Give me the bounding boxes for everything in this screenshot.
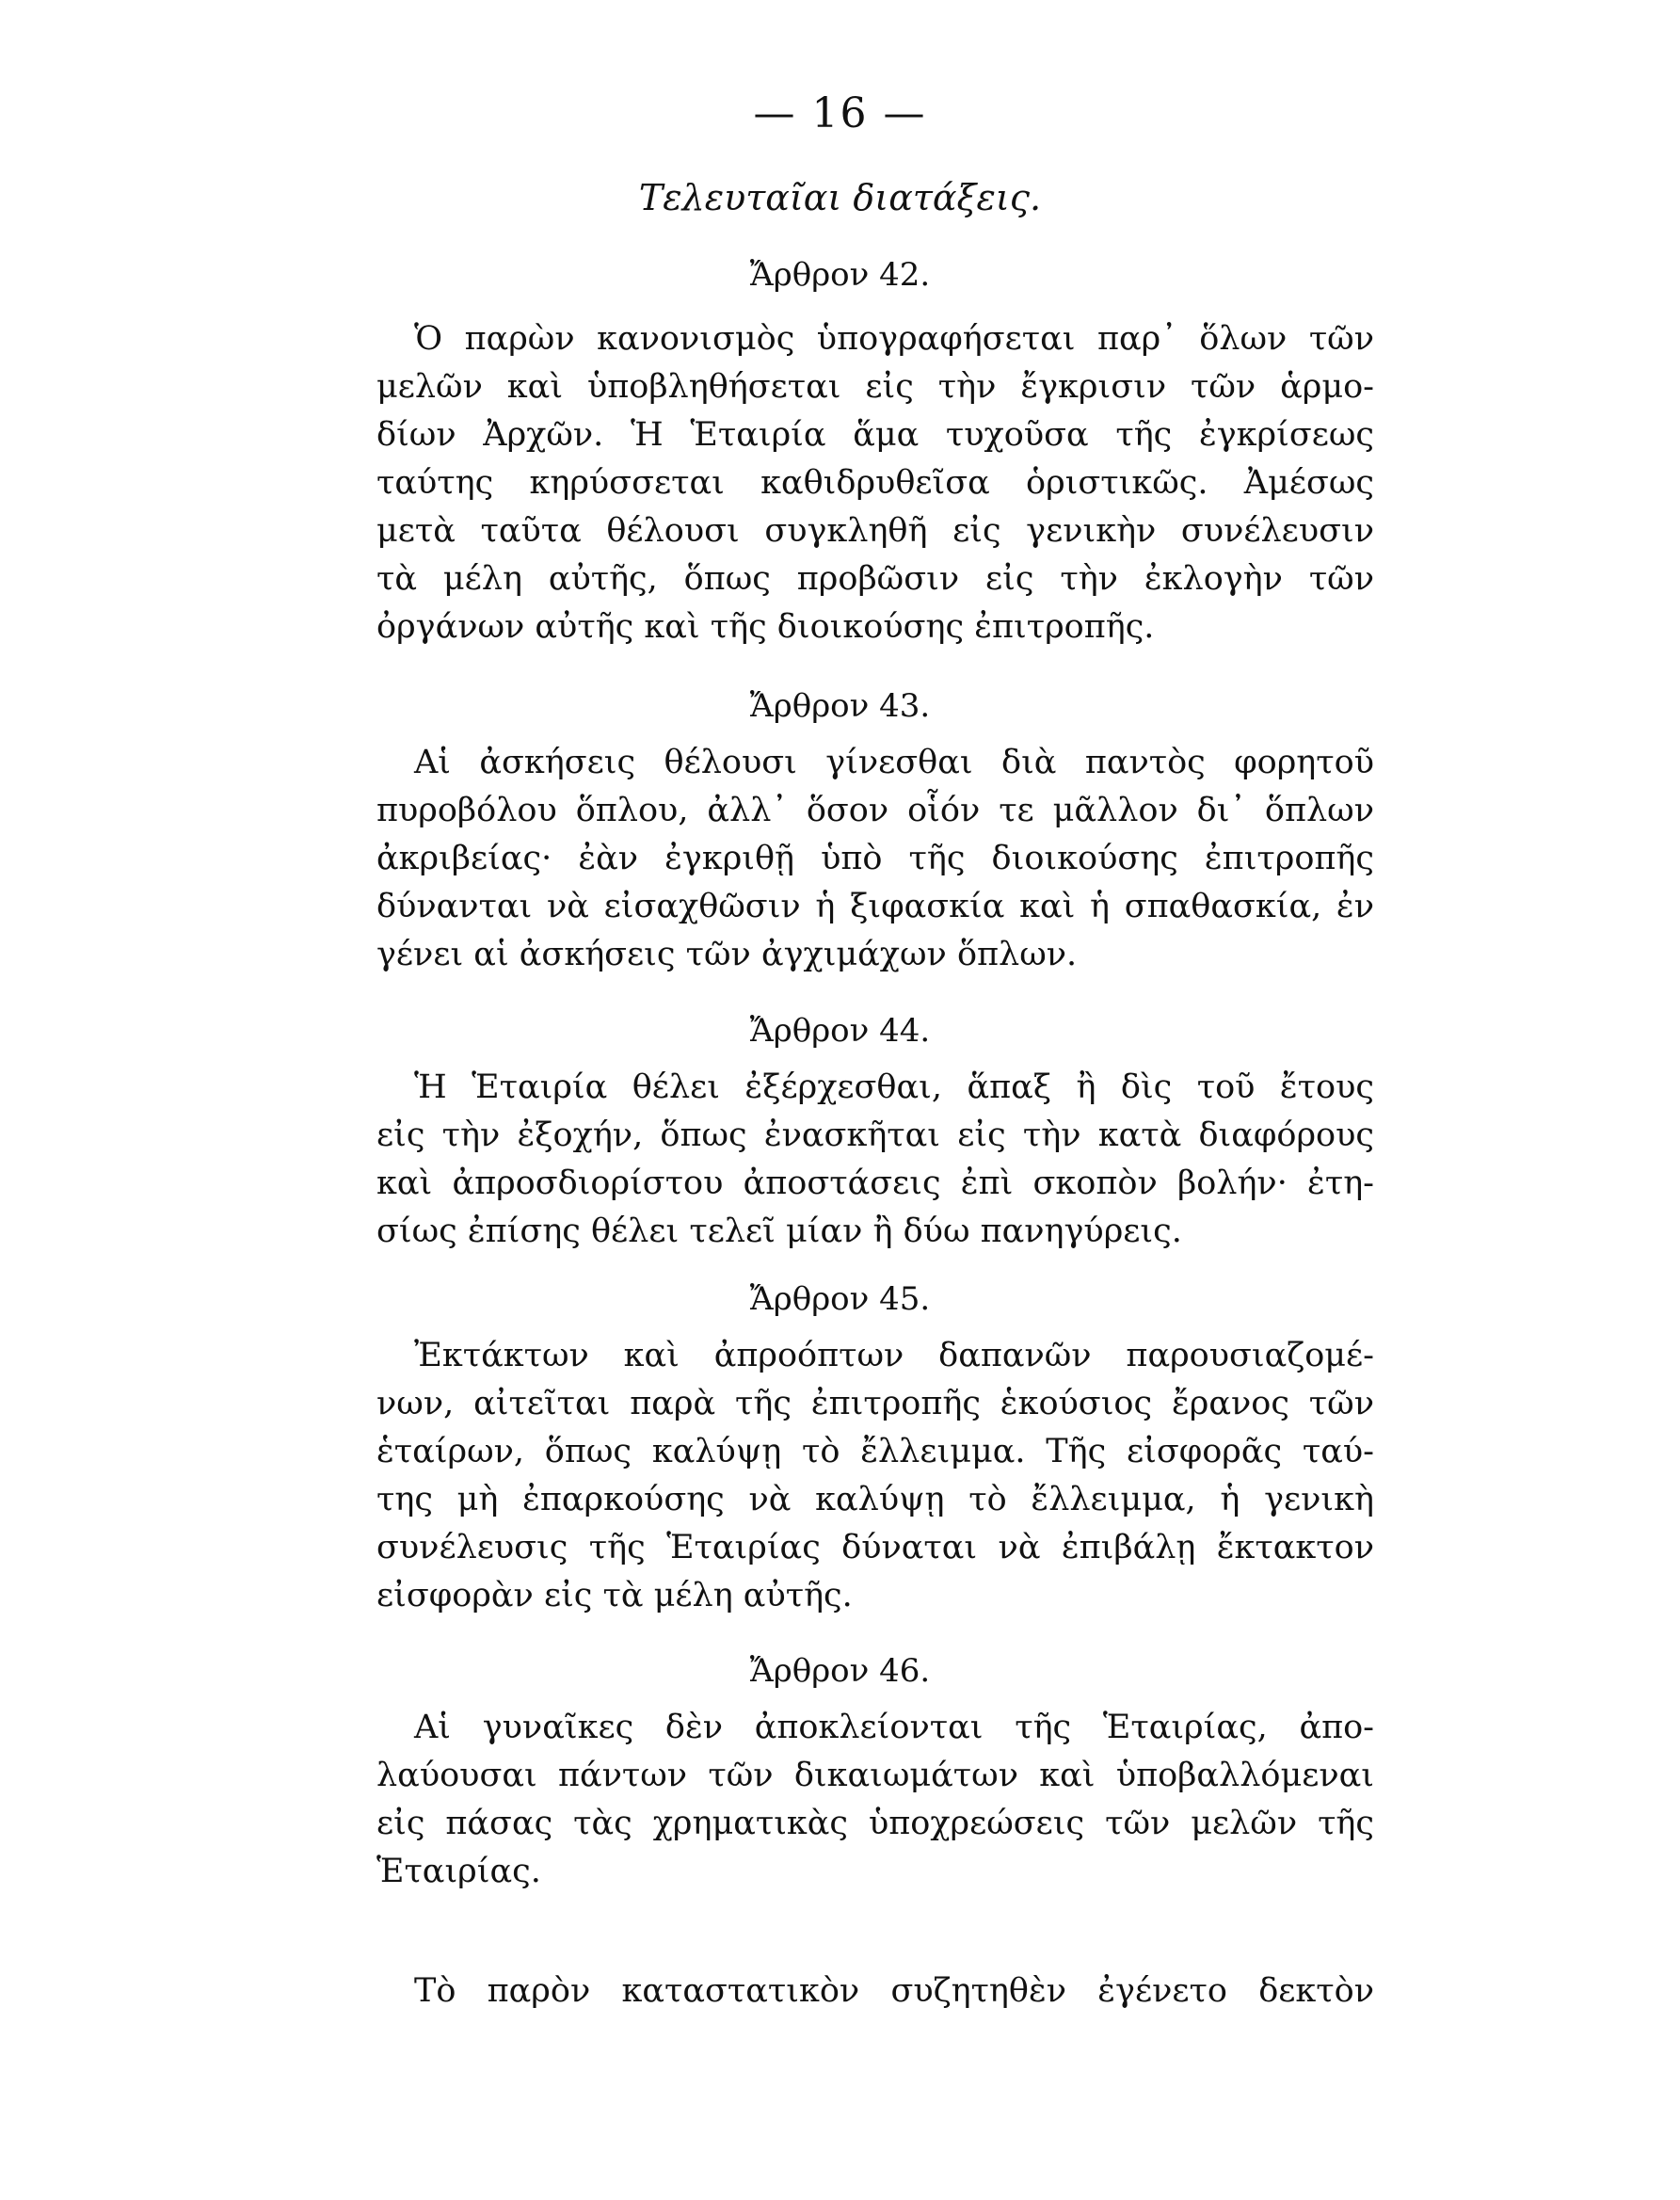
text-line: δύνανται νὰ εἰσαχθῶσιν ἡ ξιφασκία καὶ ἡ σπαθασκία, ἐν <box>376 888 1374 925</box>
article-body <box>376 1332 1374 1620</box>
text-line: Ἐκτάκτων καὶ ἀπροόπτων δαπανῶν παρουσιαζομέ- <box>414 1337 1374 1374</box>
text-line: εἰσφορὰν εἰς τὰ μέλη αὐτῆς. <box>376 1577 853 1614</box>
text-line: πυροβόλου ὅπλου, ἀλλ᾽ ὅσον οἷόν τε μᾶλλον δι᾽ ὅπλων <box>376 792 1374 829</box>
article-body <box>376 315 1374 651</box>
text-line: τὰ μέλη αὐτῆς, ὅπως προβῶσιν εἰς τὴν ἐκλογὴν τῶν <box>376 560 1374 598</box>
text-line: λαύουσαι πάντων τῶν δικαιωμάτων καὶ ὑποβαλλόμεναι <box>376 1757 1374 1794</box>
text-line: Αἱ γυναῖκες δὲν ἀποκλείονται τῆς Ἑταιρίας, ἀπο- <box>414 1709 1374 1746</box>
article-body <box>376 739 1374 979</box>
text-line: Ἡ Ἑταιρία θέλει ἐξέρχεσθαι, ἅπαξ ἢ δὶς τοῦ ἔτους <box>414 1068 1374 1106</box>
article-heading: Ἄρθρον 46. <box>749 1652 931 1690</box>
text-line: Τὸ παρὸν καταστατικὸν συζητηθὲν ἐγένετο δεκτὸν <box>414 1972 1374 2010</box>
text-line: γένει αἱ ἀσκήσεις τῶν ἀγχιμάχων ὅπλων. <box>376 936 1078 973</box>
text-line: ἑταίρων, ὅπως καλύψῃ τὸ ἔλλειμμα. Τῆς εἰσφορᾶς ταύ- <box>376 1433 1374 1470</box>
article-heading: Ἄρθρον 45. <box>749 1280 931 1318</box>
text-line: Ἑταιρίας. <box>376 1853 541 1890</box>
section-title: Τελευταῖαι διατάξεις. <box>638 177 1042 218</box>
article-heading: Ἄρθρον 43. <box>749 687 931 725</box>
text-line: σίως ἐπίσης θέλει τελεῖ μίαν ἢ δύω πανηγύρεις. <box>376 1212 1182 1250</box>
text-line: δίων Ἀρχῶν. Ἡ Ἑταιρία ἅμα τυχοῦσα τῆς ἐγκρίσεως <box>376 416 1374 454</box>
text-line: εἰς τὴν ἐξοχήν, ὅπως ἐνασκῆται εἰς τὴν κατὰ διαφόρους <box>376 1116 1374 1154</box>
text-line: Αἱ ἀσκήσεις θέλουσι γίνεσθαι διὰ παντὸς φορητοῦ <box>414 744 1374 781</box>
closing-paragraph <box>376 1967 1374 2015</box>
article-heading: Ἄρθρον 42. <box>749 256 931 294</box>
page-number: — 16 — <box>753 89 927 137</box>
text-line: ὀργάνων αὐτῆς καὶ τῆς διοικούσης ἐπιτροπῆς. <box>376 608 1155 646</box>
text-line: Ὁ παρὼν κανονισμὸς ὑπογραφήσεται παρ᾽ ὅλων τῶν <box>414 320 1374 358</box>
article-body <box>376 1704 1374 1896</box>
text-line: εἰς πάσας τὰς χρηματικὰς ὑποχρεώσεις τῶν μελῶν τῆς <box>376 1805 1374 1842</box>
text-line: μελῶν καὶ ὑποβληθήσεται εἰς τὴν ἔγκρισιν τῶν ἁρμο- <box>376 368 1374 406</box>
text-line: της μὴ ἐπαρκούσης νὰ καλύψῃ τὸ ἔλλειμμα, ἡ γενικὴ <box>376 1481 1374 1518</box>
text-line: καὶ ἀπροσδιορίστου ἀποστάσεις ἐπὶ σκοπὸν βολήν· ἐτη- <box>376 1164 1374 1202</box>
text-line: συνέλευσις τῆς Ἑταιρίας δύναται νὰ ἐπιβάλῃ ἔκτακτον <box>376 1529 1374 1566</box>
article-heading: Ἄρθρον 44. <box>749 1012 931 1050</box>
article-body <box>376 1064 1374 1256</box>
text-line: ἀκριβείας· ἐὰν ἐγκριθῇ ὑπὸ τῆς διοικούσης ἐπιτροπῆς <box>376 840 1374 877</box>
text-line: ταύτης κηρύσσεται καθιδρυθεῖσα ὁριστικῶς. Ἀμέσως <box>376 464 1374 502</box>
text-line: νων, αἰτεῖται παρὰ τῆς ἐπιτροπῆς ἑκούσιος ἔρανος τῶν <box>376 1385 1374 1422</box>
text-line: μετὰ ταῦτα θέλουσι συγκληθῆ εἰς γενικὴν συνέλευσιν <box>376 512 1374 550</box>
